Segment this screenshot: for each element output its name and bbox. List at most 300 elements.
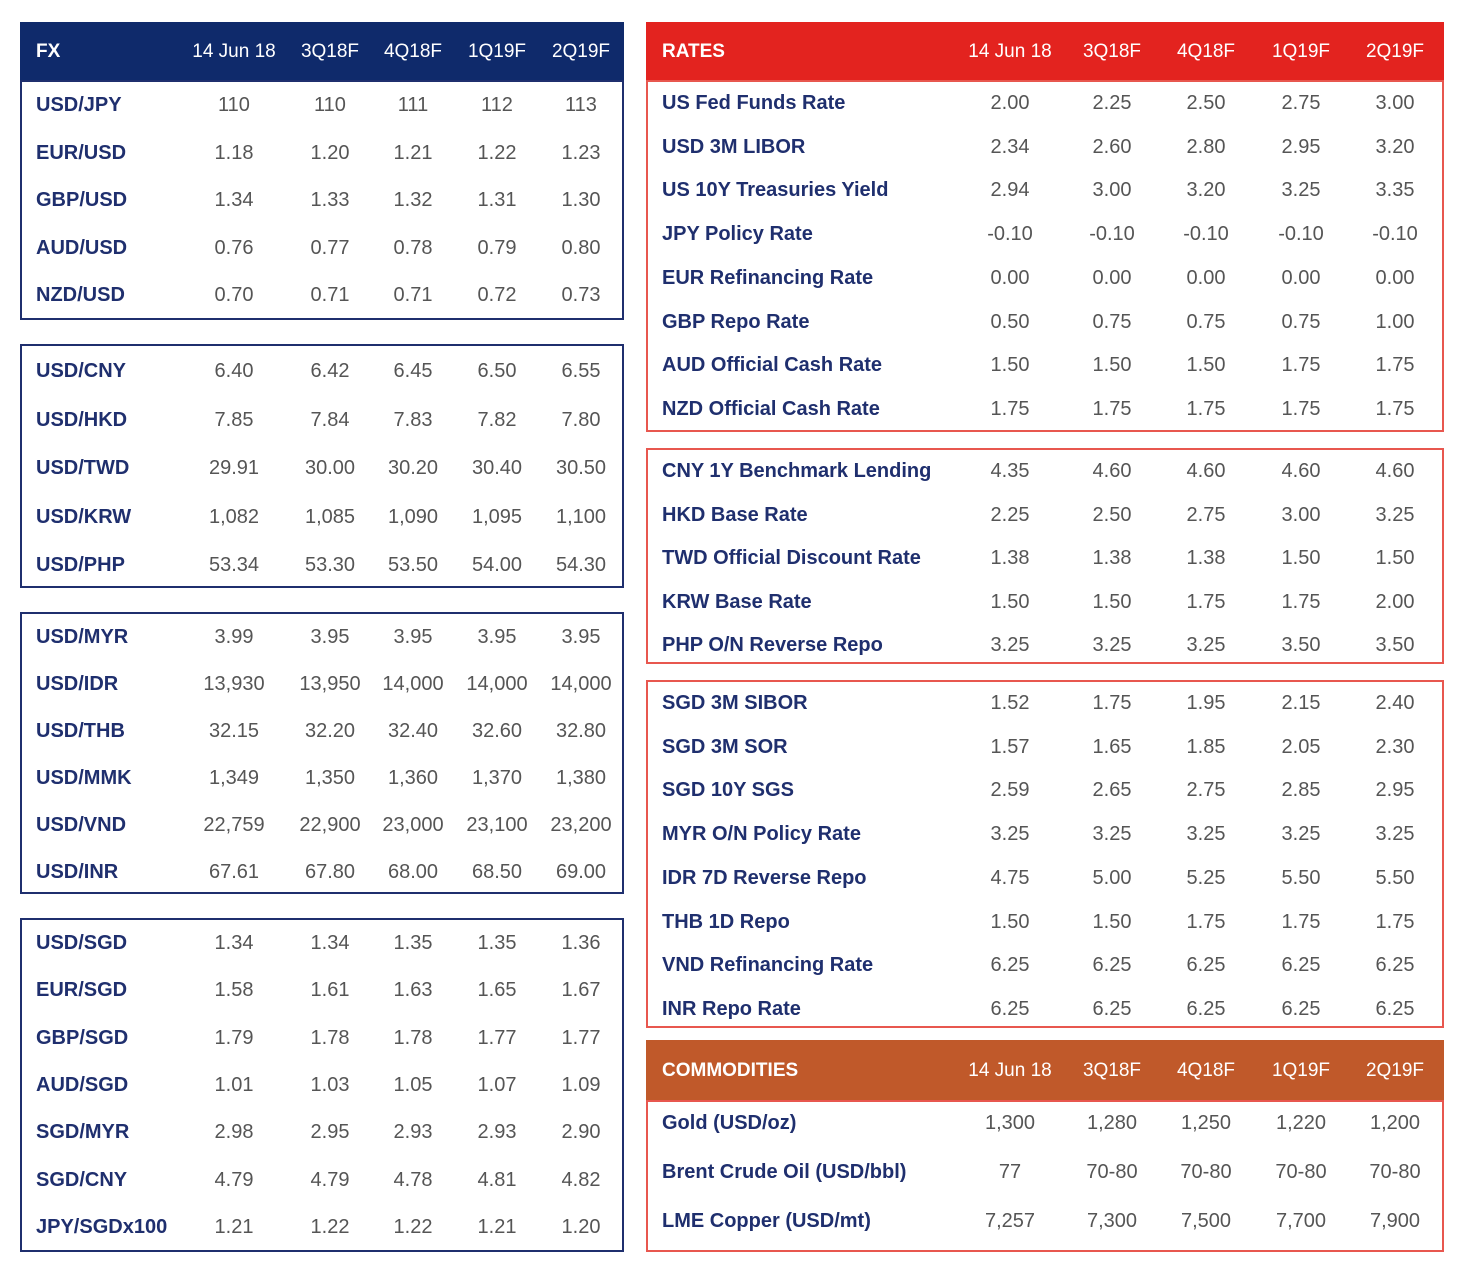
rates-row-label: US Fed Funds Rate: [662, 92, 846, 114]
fx-row: [22, 857, 622, 887]
commodities-row-value: 7,300: [1086, 1210, 1138, 1232]
fx-row-value: 0.70: [214, 284, 254, 306]
fx-row-value: 29.91: [208, 457, 260, 479]
rates-row: [648, 994, 1442, 1024]
rates-row: [648, 587, 1442, 617]
fx-row-value: 1.34: [214, 189, 254, 211]
fx-row-value: 30.40: [471, 457, 523, 479]
fx-row-value: 23,000: [382, 814, 444, 836]
fx-row-value: 1.65: [477, 979, 517, 1002]
fx-row-value: 67.61: [208, 861, 260, 883]
fx-row-value: 1.30: [561, 189, 601, 211]
rates-row: [648, 263, 1442, 293]
rates-row: [648, 863, 1442, 893]
rates-row-value: 1.85: [1186, 735, 1226, 758]
rates-group-g10: [646, 80, 1444, 432]
rates-row-value: 3.25: [1092, 634, 1132, 656]
rates-col-header: 14 Jun 18: [968, 41, 1052, 62]
fx-row: [22, 1212, 622, 1242]
rates-row-label: AUD Official Cash Rate: [662, 354, 883, 377]
rates-row-label: CNY 1Y Benchmark Lending: [662, 460, 932, 482]
rates-row-value: 3.25: [1186, 823, 1226, 846]
fx-row-value: 4.81: [477, 1168, 517, 1191]
rates-col-header: 2Q19F: [1365, 41, 1425, 62]
fx-row-value: 112: [481, 94, 513, 116]
fx-row-value: 7.85: [214, 408, 254, 431]
fx-row-value: 111: [397, 94, 429, 116]
fx-row-label: USD/TWD: [36, 457, 130, 479]
commodities-col-header: 1Q19F: [1271, 1060, 1331, 1081]
fx-row-value: 1.23: [561, 141, 601, 164]
rates-row-value: 1.75: [1375, 397, 1415, 420]
commodities-row-value: 7,500: [1180, 1210, 1232, 1232]
fx-row: [22, 185, 622, 215]
fx-row-value: 1.79: [214, 1026, 254, 1049]
fx-row-label: USD/JPY: [36, 94, 122, 116]
fx-row-value: 67.80: [304, 861, 356, 883]
fx-row-value: 22,759: [203, 814, 265, 836]
commodities-row-value: 1,300: [984, 1112, 1036, 1134]
rates-row-value: 3.25: [1281, 179, 1321, 202]
fx-row-value: 1,085: [304, 505, 356, 528]
rates-row-label: INR Repo Rate: [662, 997, 801, 1020]
fx-row-value: 1,350: [304, 767, 356, 789]
fx-row-value: 53.50: [387, 554, 439, 576]
rates-row: [648, 88, 1442, 118]
fx-row-value: 54.30: [555, 554, 607, 576]
rates-row: [648, 219, 1442, 249]
fx-row-value: 32.60: [471, 720, 523, 742]
fx-row-label: USD/MMK: [36, 767, 132, 789]
fx-row-value: 3.95: [561, 626, 601, 648]
fx-row-value: 6.55: [561, 360, 601, 382]
fx-row: [22, 356, 622, 386]
fx-row: [22, 763, 622, 793]
rates-row-label: VND Refinancing Rate: [662, 954, 874, 977]
fx-row: [22, 716, 622, 746]
fx-row-value: 1.58: [214, 979, 254, 1002]
rates-row-value: -0.10: [987, 223, 1033, 246]
fx-row-value: 6.50: [477, 360, 517, 382]
rates-row-value: 3.00: [1092, 179, 1132, 202]
fx-row-value: 1.20: [310, 141, 350, 164]
rates-row-value: 6.25: [1186, 954, 1226, 977]
rates-row-value: 1.50: [990, 910, 1030, 933]
fx-col-header: 2Q19F: [551, 41, 611, 62]
rates-row-value: 1.50: [1375, 547, 1415, 569]
commodities-row-value: 1,200: [1369, 1112, 1421, 1134]
rates-row-value: 0.00: [1092, 266, 1132, 289]
rates-row-value: 3.50: [1281, 634, 1321, 656]
rates-row-value: 6.25: [1375, 954, 1415, 977]
rates-row-value: 1.38: [1092, 547, 1132, 569]
rates-row-value: 2.75: [1186, 779, 1226, 802]
fx-row-value: 1.09: [561, 1073, 601, 1096]
fx-row-value: 2.90: [561, 1121, 601, 1144]
rates-row-value: 3.25: [990, 634, 1030, 656]
fx-row-label: USD/MYR: [36, 626, 129, 648]
fx-col-header: 3Q18F: [300, 41, 360, 62]
rates-row: [648, 175, 1442, 205]
fx-row-value: 3.95: [477, 626, 517, 648]
fx-row-value: 3.99: [214, 626, 254, 648]
commodities-row-value: 70-80: [1275, 1161, 1327, 1183]
rates-row-label: NZD Official Cash Rate: [662, 397, 880, 420]
fx-row-value: 2.93: [477, 1121, 517, 1144]
rates-row-value: 1.57: [990, 735, 1030, 758]
rates-row-value: 0.75: [1186, 310, 1226, 333]
fx-row-value: 23,200: [550, 814, 612, 836]
fx-row-value: 1.35: [393, 932, 433, 954]
fx-col-header: 1Q19F: [467, 41, 527, 62]
rates-row-value: 1.75: [1281, 397, 1321, 420]
fx-row-value: 1,100: [555, 505, 607, 528]
fx-row-label: USD/CNY: [36, 360, 127, 382]
rates-row-value: 3.25: [1186, 634, 1226, 656]
fx-row-label: GBP/USD: [36, 189, 128, 211]
rates-row-value: 1.75: [1281, 354, 1321, 377]
fx-row: [22, 1070, 622, 1100]
fx-row-value: 1.34: [214, 932, 254, 954]
rates-row-value: 2.80: [1186, 135, 1226, 158]
fx-row-value: 113: [565, 94, 597, 116]
rates-title: RATES: [662, 41, 725, 62]
rates-row-value: 2.25: [990, 503, 1030, 526]
fx-title: FX: [36, 41, 61, 62]
commodities-row-value: 1,220: [1275, 1112, 1327, 1134]
fx-row-value: 1.33: [310, 189, 350, 211]
fx-col-header: 4Q18F: [383, 41, 443, 62]
rates-row: [648, 907, 1442, 937]
rates-row-value: 3.25: [1281, 823, 1321, 846]
fx-row-value: 0.71: [310, 284, 350, 306]
fx-row-value: 1.05: [393, 1073, 433, 1096]
commodities-panel: [646, 1040, 1444, 1252]
rates-row-value: 6.25: [990, 997, 1030, 1020]
rates-row-value: 1.75: [1092, 692, 1132, 714]
rates-row-value: 3.25: [990, 823, 1030, 846]
rates-row-value: 2.95: [1281, 135, 1321, 158]
rates-row: [648, 394, 1442, 424]
rates-row-value: 0.00: [1281, 266, 1321, 289]
fx-row-value: 1,095: [471, 505, 523, 528]
fx-row-value: 32.15: [208, 720, 260, 742]
rates-row-value: 1.95: [1186, 692, 1226, 714]
fx-row-value: 1.18: [214, 141, 254, 164]
fx-row-value: 68.50: [471, 861, 523, 883]
rates-row-label: TWD Official Discount Rate: [662, 547, 921, 569]
fx-row-value: 1.01: [214, 1073, 254, 1096]
fx-row-value: 23,100: [466, 814, 528, 836]
fx-row-label: JPY/SGDx100: [36, 1215, 168, 1238]
fx-row: [22, 669, 622, 699]
fx-row-label: USD/THB: [36, 720, 125, 742]
fx-row: [22, 1023, 622, 1053]
fx-group-north-asia: [20, 344, 624, 588]
fx-panel: [20, 22, 624, 1252]
rates-row-value: 3.25: [1375, 823, 1415, 846]
rates-row-value: 4.60: [1281, 460, 1321, 482]
rates-row-value: 1.65: [1092, 735, 1132, 758]
fx-row-value: 6.45: [393, 360, 433, 382]
rates-row-value: 6.25: [1281, 997, 1321, 1020]
fx-row-value: 6.40: [214, 360, 254, 382]
commodities-row-value: 70-80: [1369, 1161, 1421, 1183]
rates-row-value: 1.50: [1092, 354, 1132, 377]
rates-row-value: 0.00: [1375, 266, 1415, 289]
rates-col-header: 4Q18F: [1176, 41, 1236, 62]
fx-row-value: 1.77: [477, 1026, 517, 1049]
rates-row-value: 1.75: [1281, 910, 1321, 933]
rates-row-value: 2.00: [1375, 590, 1415, 613]
rates-row-value: 1.38: [1186, 547, 1226, 569]
commodities-col-header: 14 Jun 18: [968, 1060, 1052, 1081]
fx-row-value: 110: [314, 94, 346, 116]
fx-row-value: 32.80: [555, 720, 607, 742]
rates-row-value: 2.75: [1186, 503, 1226, 526]
fx-row-value: 0.78: [393, 236, 433, 259]
fx-row: [22, 928, 622, 958]
fx-row-value: 14,000: [466, 673, 528, 695]
fx-row: [22, 233, 622, 263]
rates-row-label: SGD 3M SOR: [662, 735, 788, 758]
rates-row-value: 2.05: [1281, 735, 1321, 758]
fx-row-value: 1.21: [477, 1215, 517, 1238]
fx-row-value: 0.77: [310, 236, 350, 259]
fx-row-value: 3.95: [310, 626, 350, 648]
fx-row-value: 1.20: [561, 1215, 601, 1238]
fx-row-value: 0.73: [561, 284, 601, 306]
fx-row: [22, 453, 622, 483]
rates-row: [648, 819, 1442, 849]
fx-row-value: 4.79: [214, 1168, 254, 1191]
fx-row-value: 1.36: [561, 932, 601, 954]
rates-row-value: 2.30: [1375, 735, 1415, 758]
rates-row-label: JPY Policy Rate: [662, 223, 813, 246]
fx-row-value: 4.82: [561, 1168, 601, 1191]
rates-row-value: 1.75: [1186, 910, 1226, 933]
fx-row-value: 4.78: [393, 1168, 433, 1191]
commodities-row-value: 7,700: [1275, 1210, 1327, 1232]
fx-row-value: 1.22: [393, 1215, 433, 1238]
rates-row-value: 5.00: [1092, 866, 1132, 889]
fx-row-label: EUR/SGD: [36, 979, 128, 1002]
rates-row-value: 5.50: [1281, 866, 1321, 889]
rates-row-value: 2.95: [1375, 779, 1415, 802]
fx-row-value: 1,090: [387, 505, 439, 528]
commodities-row-value: 1,280: [1086, 1112, 1138, 1134]
fx-row: [22, 975, 622, 1005]
commodities-row-value: 7,900: [1369, 1210, 1421, 1232]
fx-row-value: 2.93: [393, 1121, 433, 1144]
fx-row-value: 1.78: [393, 1026, 433, 1049]
rates-row-value: 1.75: [990, 397, 1030, 420]
rates-row-value: 0.00: [990, 266, 1030, 289]
fx-row-value: 4.79: [310, 1168, 350, 1191]
fx-row-value: 7.84: [310, 408, 350, 431]
rates-col-header: 1Q19F: [1271, 41, 1331, 62]
rates-row-value: 1.00: [1375, 310, 1415, 333]
fx-row-value: 30.50: [555, 457, 607, 479]
fx-row-label: AUD/USD: [36, 236, 128, 259]
fx-row-value: 1.78: [310, 1026, 350, 1049]
rates-row: [648, 630, 1442, 660]
commodities-row-label: Gold (USD/oz): [662, 1112, 797, 1134]
rates-row-value: 1.50: [1281, 547, 1321, 569]
commodities-title: COMMODITIES: [662, 1060, 799, 1081]
fx-row-value: 13,950: [299, 673, 361, 695]
fx-row-value: 1.21: [393, 141, 433, 164]
fx-row-value: 0.71: [393, 284, 433, 306]
fx-row-value: 1.32: [393, 189, 433, 211]
rates-row-value: 1.75: [1375, 354, 1415, 377]
fx-row-value: 1.21: [214, 1215, 254, 1238]
rates-row-label: THB 1D Repo: [662, 910, 790, 933]
rates-group-north-asia: [646, 448, 1444, 664]
rates-row-value: 1.50: [990, 590, 1030, 613]
fx-row: [22, 622, 622, 652]
rates-row-value: 1.38: [990, 547, 1030, 569]
fx-row-label: EUR/USD: [36, 141, 127, 164]
fx-row-label: USD/PHP: [36, 554, 125, 576]
fx-row-value: 1.07: [477, 1073, 517, 1096]
rates-row-value: 3.20: [1375, 135, 1415, 158]
fx-row-value: 0.79: [477, 236, 517, 259]
rates-row-value: -0.10: [1372, 223, 1418, 246]
rates-row-value: 4.60: [1375, 460, 1415, 482]
fx-row-value: 53.34: [208, 554, 260, 576]
rates-row-value: -0.10: [1183, 223, 1229, 246]
rates-row-value: 1.75: [1186, 397, 1226, 420]
rates-row: [648, 950, 1442, 980]
commodities-row-value: 70-80: [1180, 1161, 1232, 1183]
rates-row-value: 2.15: [1281, 692, 1321, 714]
fx-row-label: AUD/SGD: [36, 1073, 129, 1096]
rates-row-value: 3.20: [1186, 179, 1226, 202]
fx-group-g7: [20, 80, 624, 320]
rates-panel: [646, 22, 1444, 1028]
commodities-col-header: 3Q18F: [1082, 1060, 1142, 1081]
fx-row-value: 1.31: [477, 189, 517, 211]
fx-row-label: USD/VND: [36, 814, 127, 836]
fx-row-value: 0.76: [214, 236, 254, 259]
fx-row-value: 1.34: [310, 932, 350, 954]
fx-row-label: USD/IDR: [36, 673, 119, 695]
commodities-header: [646, 1040, 1444, 1100]
rates-row: [648, 132, 1442, 162]
fx-row-value: 1.61: [310, 979, 350, 1002]
rates-row: [648, 456, 1442, 486]
rates-row-value: 5.25: [1186, 866, 1226, 889]
fx-row-value: 1.22: [477, 141, 517, 164]
fx-row-value: 1.35: [477, 932, 517, 954]
rates-row-value: 2.65: [1092, 779, 1132, 802]
fx-row-value: 110: [218, 94, 250, 116]
rates-row-label: HKD Base Rate: [662, 503, 808, 526]
fx-row-label: GBP/SGD: [36, 1026, 129, 1049]
fx-row: [22, 1165, 622, 1195]
rates-row-label: USD 3M LIBOR: [662, 135, 806, 158]
fx-row: [22, 138, 622, 168]
rates-row-value: 1.75: [1281, 590, 1321, 613]
fx-row: [22, 280, 622, 310]
rates-row-value: 1.75: [1375, 910, 1415, 933]
fx-row-label: USD/KRW: [36, 505, 132, 528]
rates-row-value: 6.25: [1092, 997, 1132, 1020]
rates-row: [648, 688, 1442, 718]
rates-row-value: 2.75: [1281, 92, 1321, 114]
fx-row-value: 1,380: [555, 767, 607, 789]
fx-row-label: USD/SGD: [36, 932, 128, 954]
rates-col-header: 3Q18F: [1082, 41, 1142, 62]
rates-row-value: -0.10: [1278, 223, 1324, 246]
rates-row-value: 0.00: [1186, 266, 1226, 289]
rates-row-value: 2.85: [1281, 779, 1321, 802]
fx-row-value: 54.00: [471, 554, 523, 576]
rates-row-value: 1.75: [1092, 397, 1132, 420]
rates-row-value: 2.59: [990, 779, 1030, 802]
rates-row-value: 1.52: [990, 692, 1030, 714]
rates-row-value: 3.35: [1375, 179, 1415, 202]
rates-row-value: 4.35: [990, 460, 1030, 482]
rates-row-value: 3.50: [1375, 634, 1415, 656]
fx-row-value: 6.42: [310, 360, 350, 382]
fx-row-value: 2.98: [214, 1121, 254, 1144]
rates-group-asean-india: [646, 680, 1444, 1028]
commodities-row: [648, 1157, 1442, 1187]
fx-row-value: 69.00: [555, 861, 607, 883]
fx-row-value: 7.83: [393, 408, 433, 431]
fx-row-label: SGD/CNY: [36, 1168, 128, 1191]
rates-row-value: 4.60: [1186, 460, 1226, 482]
fx-row: [22, 550, 622, 580]
fx-row-value: 30.20: [387, 457, 439, 479]
fx-row-value: 2.95: [310, 1121, 350, 1144]
rates-row-value: 3.25: [1375, 503, 1415, 526]
rates-row-label: PHP O/N Reverse Repo: [662, 634, 883, 656]
commodities-col-header: 4Q18F: [1176, 1060, 1236, 1081]
commodities-row: [648, 1206, 1442, 1236]
fx-row: [22, 405, 622, 435]
fx-row-value: 0.72: [477, 284, 517, 306]
rates-row-value: 3.25: [1092, 823, 1132, 846]
rates-row-value: 5.50: [1375, 866, 1415, 889]
rates-row-value: 1.50: [990, 354, 1030, 377]
fx-row-value: 1.63: [393, 979, 433, 1002]
commodities-row: [648, 1108, 1442, 1138]
fx-row-value: 1.77: [561, 1026, 601, 1049]
rates-row: [648, 350, 1442, 380]
fx-row-value: 32.20: [304, 720, 356, 742]
fx-row-value: 7.82: [477, 408, 517, 431]
fx-row: [22, 90, 622, 120]
rates-row-value: 2.25: [1092, 92, 1132, 114]
fx-row-value: 1,360: [387, 767, 439, 789]
fx-row-label: USD/HKD: [36, 408, 128, 431]
fx-header: [20, 22, 624, 80]
rates-row-value: 2.40: [1375, 692, 1415, 714]
rates-row-value: 3.00: [1281, 503, 1321, 526]
fx-row-value: 30.00: [304, 457, 356, 479]
fx-row-value: 1.03: [310, 1073, 350, 1096]
fx-row-value: 14,000: [550, 673, 612, 695]
fx-row-label: USD/INR: [36, 861, 119, 883]
commodities-row-label: LME Copper (USD/mt): [662, 1210, 871, 1232]
rates-row-value: 6.25: [1281, 954, 1321, 977]
fx-row-value: 1.67: [561, 979, 601, 1002]
commodities-row-value: 77: [998, 1161, 1022, 1183]
rates-row-label: MYR O/N Policy Rate: [662, 823, 861, 846]
